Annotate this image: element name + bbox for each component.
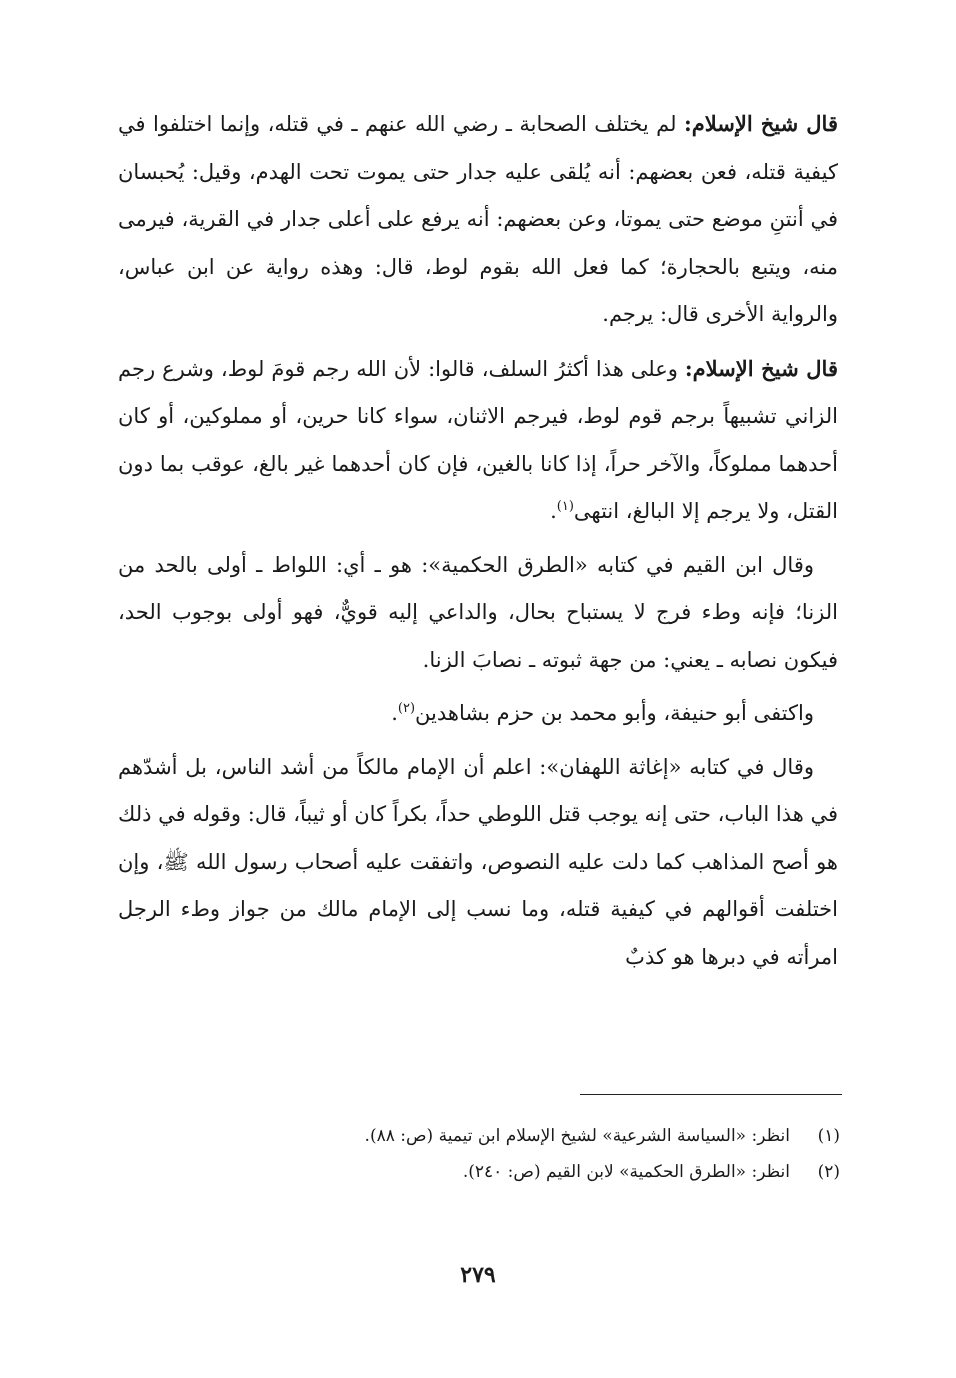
- paragraph-1-text: لم يختلف الصحابة ـ رضي الله عنهم ـ في قتله، وإنما اختلفوا في كيفية قتله، فعن بعضهم: أنه يُلقى عليه جدار حتى يموت تحت الهدم، وقيل: يُحبسان في أنتنِ موضع حتى يموتا، وعن بعضهم: أنه يرفع على أعلى جدار في القرية، فيرمى منه، ويتبع بالحجارة؛ كما فعل الله بقوم لوط، قال: وهذه رواية عن ابن عباس، والرواية الأخرى قال: يرجم.: [118, 112, 838, 326]
- footnote-1: [118, 1118, 840, 1154]
- paragraph-3-text: وقال ابن القيم في كتابه «الطرق الحكمية»: هو ـ أي: اللواط ـ أولى بالحد من الزنا؛ فإنه وطء فرج لا يستباح بحال، والداعي إليه قويٌّ، فهو أولى بوجوب الحد، فيكون نصابه ـ يعني: من جهة ثبوته ـ نصابَ الزنا.: [118, 552, 838, 672]
- paragraph-4: [118, 690, 838, 738]
- paragraph-2-lead: قال شيخ الإسلام:: [684, 355, 838, 381]
- footnotes: [118, 1118, 840, 1190]
- footnote-2: [118, 1154, 840, 1190]
- paragraph-2-text: وعلى هذا أكثرُ السلف، قالوا: لأن الله رجم قومَ لوط، وشرع رجم الزاني تشبيهاً برجم قوم لوط، فيرجم الاثنان، سواء كانا حرين، أو مملوكين، أو كان أحدهما مملوكاً، والآخر حراً، إذا كانا بالغين، فإن كان أحدهما غير بالغ، عوقب بما دون القتل، ولا يرجم إلا البالغ، انتهى: [118, 356, 838, 523]
- paragraph-1-lead: قال شيخ الإسلام:: [683, 111, 838, 136]
- paragraph-5-text: وقال في كتابه «إغاثة اللهفان»: اعلم أن الإمام مالكاً من أشد الناس، بل أشدّهم في هذا الباب، حتى إنه يوجب قتل اللوطي حداً، بكراً كان أو ثيباً، قال: وقوله في ذلك هو أصح المذاهب كما دلت عليه النصوص، واتفقت عليه أصحاب رسول الله ﷺ، وإن اختلفت أقوالهم في كيفية قتله، وما نسب إلى الإمام مالك من جواز وطء الرجل امرأته في دبرها هو كذبٌ: [118, 754, 838, 969]
- paragraph-1: [118, 100, 838, 339]
- paragraph-4-text: واكتفى أبو حنيفة، وأبو محمد بن حزم بشاهدين: [415, 701, 814, 725]
- footnote-ref-1[interactable]: (١): [556, 499, 574, 514]
- footnote-1-text: انظر: «السياسة الشرعية» لشيخ الإسلام ابن تيمية (ص: ٨٨).: [364, 1126, 790, 1146]
- footnote-1-number: (١): [817, 1126, 840, 1146]
- paragraph-2-end: .: [550, 499, 557, 523]
- main-text: [118, 100, 838, 987]
- paragraph-4-end: .: [391, 701, 398, 725]
- page-number: ٢٧٩: [460, 1262, 496, 1288]
- footnote-2-number: (٢): [817, 1162, 840, 1182]
- paragraph-3: [118, 542, 838, 685]
- footnote-2-text: انظر: «الطرق الحكمية» لابن القيم (ص: ٢٤٠).: [462, 1162, 790, 1182]
- paragraph-5: [118, 744, 838, 982]
- footnote-separator: [580, 1094, 842, 1095]
- footnote-ref-2[interactable]: (٢): [397, 701, 416, 716]
- paragraph-2: [118, 345, 838, 536]
